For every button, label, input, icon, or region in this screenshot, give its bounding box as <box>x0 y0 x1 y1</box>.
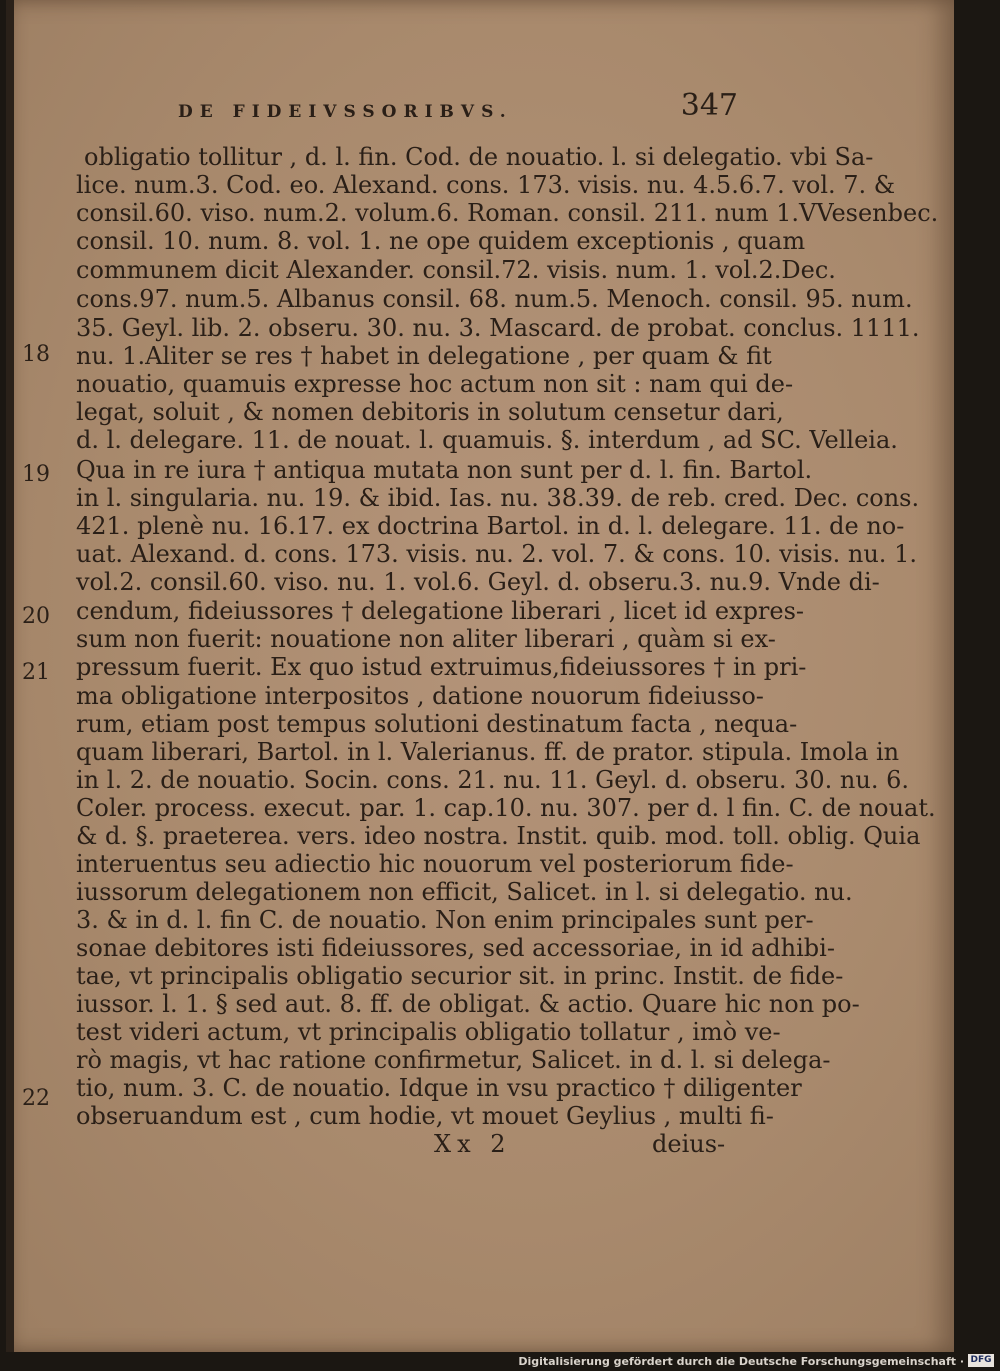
text-line: ma obligatione interpositos , datione nouorum fideiusso- <box>76 682 764 710</box>
text-line: uat. Alexand. d. cons. 173. visis. nu. 2. vol. 7. & cons. 10. visis. nu. 1. <box>76 540 917 568</box>
text-line: consil.60. viso. num.2. volum.6. Roman. consil. 211. num 1.VVesenbec. <box>76 199 939 227</box>
text-line: test videri actum, vt principalis obligatio tollatur , imò ve- <box>76 1018 781 1046</box>
text-line: cons.97. num.5. Albanus consil. 68. num.5. Menoch. consil. 95. num. <box>76 285 913 313</box>
margin-number: 18 <box>22 342 50 367</box>
margin-number: 19 <box>22 462 50 487</box>
text-line: d. l. delegare. 11. de nouat. l. quamuis. §. interdum , ad SC. Velleia. <box>76 426 898 454</box>
text-line: in l. 2. de nouatio. Socin. cons. 21. nu. 11. Geyl. d. obseru. 30. nu. 6. <box>76 766 909 794</box>
text-line: communem dicit Alexander. consil.72. visis. num. 1. vol.2.Dec. <box>76 256 836 284</box>
funding-credit: Digitalisierung gefördert durch die Deutsche Forschungsgemeinschaft · <box>518 1355 964 1368</box>
text-line: vol.2. consil.60. viso. nu. 1. vol.6. Geyl. d. obseru.3. nu.9. Vnde di- <box>76 568 880 596</box>
text-line: rum, etiam post tempus solutioni destinatum facta , nequa- <box>76 710 798 738</box>
text-line: Coler. process. execut. par. 1. cap.10. nu. 307. per d. l fin. C. de nouat. <box>76 794 936 822</box>
text-line: lice. num.3. Cod. eo. Alexand. cons. 173. visis. nu. 4.5.6.7. vol. 7. & <box>76 171 896 199</box>
text-line: cendum, fideiussores † delegatione liberari , licet id expres- <box>76 597 805 625</box>
footer-bar <box>0 1352 1000 1371</box>
text-line: 421. plenè nu. 16.17. ex doctrina Bartol. in d. l. delegare. 11. de no- <box>76 512 905 540</box>
text-line: sonae debitores isti fideiussores, sed accessoriae, in id adhibi- <box>76 934 835 962</box>
text-line: consil. 10. num. 8. vol. 1. ne ope quidem exceptionis , quam <box>76 227 806 255</box>
page-header <box>178 88 738 128</box>
text-line: obseruandum est , cum hodie, vt mouet Geylius , multi fi- <box>76 1102 774 1130</box>
text-line: 3. & in d. l. fin C. de nouatio. Non enim principales sunt per- <box>76 906 814 934</box>
text-line: tae, vt principalis obligatio securior sit. in princ. Instit. de fide- <box>76 962 844 990</box>
signature-mark: Xx 2 <box>434 1130 512 1158</box>
text-line: quam liberari, Bartol. in l. Valerianus. ff. de prator. stipula. Imola in <box>76 738 900 766</box>
text-line: sum non fuerit: nouatione non aliter liberari , quàm si ex- <box>76 625 776 653</box>
text-line: Qua in re iura † antiqua mutata non sunt per d. l. fin. Bartol. <box>76 456 813 484</box>
page-number: 347 <box>680 88 738 123</box>
text-line: rò magis, vt hac ratione confirmetur, Salicet. in d. l. si delega- <box>76 1046 831 1074</box>
text-line: nouatio, quamuis expresse hoc actum non sit : nam qui de- <box>76 370 794 398</box>
text-line: & d. §. praeterea. vers. ideo nostra. Instit. quib. mod. toll. oblig. Quia <box>76 822 921 850</box>
dfg-logo: DFG <box>968 1354 994 1367</box>
text-line: in l. singularia. nu. 19. & ibid. Ias. nu. 38.39. de reb. cred. Dec. cons. <box>76 484 920 512</box>
text-line: tio, num. 3. C. de nouatio. Idque in vsu practico † diligenter <box>76 1074 802 1102</box>
catchword: deius- <box>652 1130 726 1158</box>
text-line: legat, soluit , & nomen debitoris in solutum censetur dari, <box>76 398 784 426</box>
text-line: nu. 1.Aliter se res † habet in delegatione , per quam & fit <box>76 342 772 370</box>
margin-number: 20 <box>22 604 50 629</box>
text-line: obligatio tollitur , d. l. fin. Cod. de nouatio. l. si delegatio. vbi Sa- <box>84 143 874 171</box>
margin-number: 21 <box>22 660 50 685</box>
text-line: iussor. l. 1. § sed aut. 8. ff. de obligat. & actio. Quare hic non po- <box>76 990 860 1018</box>
book-page <box>6 0 954 1352</box>
margin-number: 22 <box>22 1086 50 1111</box>
text-line: interuentus seu adiectio hic nouorum vel posteriorum fide- <box>76 850 794 878</box>
text-line: 35. Geyl. lib. 2. obseru. 30. nu. 3. Mascard. de probat. conclus. 1111. <box>76 314 920 342</box>
text-line: iussorum delegationem non efficit, Salicet. in l. si delegatio. nu. <box>76 878 853 906</box>
text-line: pressum fuerit. Ex quo istud extruimus,fideiussores † in pri- <box>76 653 807 681</box>
page-binding-edge <box>6 0 14 1352</box>
running-title: DE FIDEIVSSORIBVS. <box>178 102 513 122</box>
